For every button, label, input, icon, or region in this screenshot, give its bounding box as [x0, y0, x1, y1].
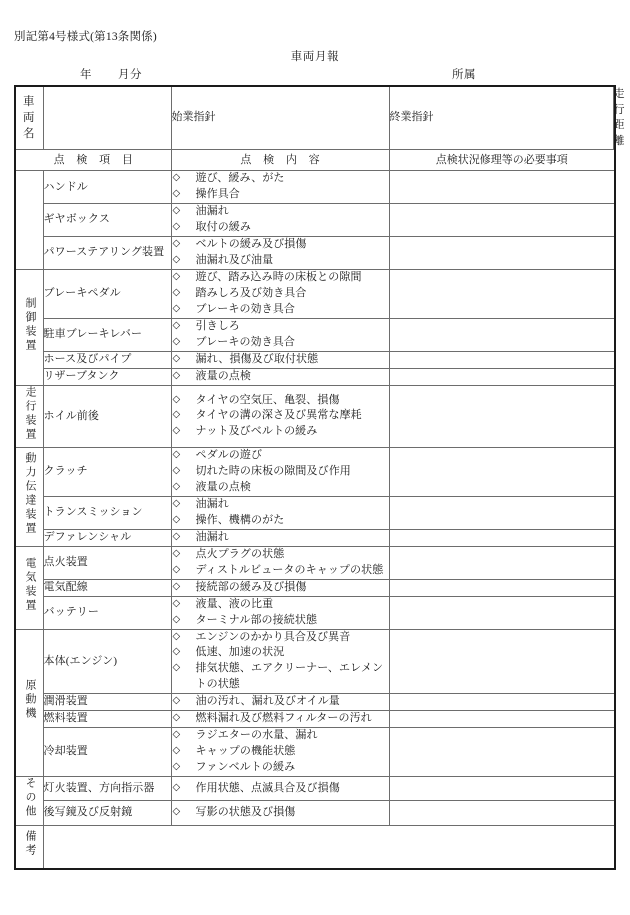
category-cell-3 — [15, 448, 43, 547]
inspection-item-name: デファレンシャル — [43, 529, 171, 546]
inspection-table-body — [15, 86, 625, 869]
check-item[interactable]: ◇ 油漏れ — [172, 498, 229, 511]
category-cell-6 — [15, 776, 43, 825]
inspection-table — [14, 85, 625, 870]
column-header-content: 点 検 内 容 — [171, 150, 389, 171]
diamond-checkbox-icon[interactable]: ◇ — [172, 254, 181, 266]
notes-input-cell[interactable] — [389, 728, 615, 777]
table-row — [15, 579, 615, 596]
inspection-item-name: ホース及びパイプ — [43, 351, 171, 368]
remarks-input[interactable] — [43, 825, 615, 869]
inspection-item-name: 潤滑装置 — [43, 694, 171, 711]
table-row — [15, 497, 615, 530]
diamond-checkbox-icon[interactable]: ◇ — [172, 188, 181, 200]
table-row — [15, 448, 615, 497]
inspection-content-cell — [171, 318, 389, 351]
column-header-notes: 点検状況修理等の必要事項 — [389, 150, 615, 171]
notes-input-cell[interactable] — [389, 368, 615, 385]
diamond-checkbox-icon[interactable]: ◇ — [172, 712, 181, 724]
inspection-content-cell — [171, 270, 389, 319]
notes-input-cell[interactable] — [389, 579, 615, 596]
inspection-content-cell — [171, 801, 389, 825]
check-item[interactable]: ◇ 液量の点検 — [172, 369, 251, 382]
check-item[interactable]: ◇ 遊び、緩み、がた — [172, 172, 285, 185]
check-item[interactable]: ◇ ペダルの遊び — [172, 449, 263, 462]
diamond-checkbox-icon[interactable]: ◇ — [172, 205, 181, 217]
table-row — [15, 204, 615, 237]
diamond-checkbox-icon[interactable]: ◇ — [172, 745, 181, 757]
diamond-checkbox-icon[interactable]: ◇ — [172, 352, 181, 364]
check-item[interactable]: ◇ 液量、液の比重 — [172, 597, 274, 610]
diamond-checkbox-icon[interactable]: ◇ — [172, 597, 181, 609]
table-row — [15, 629, 615, 694]
inspection-item-name: トランスミッション — [43, 497, 171, 530]
vehicle-name-input[interactable] — [43, 86, 171, 150]
diamond-checkbox-icon[interactable]: ◇ — [172, 729, 181, 741]
check-item[interactable]: ◇ 点火プラグの状態 — [172, 547, 285, 560]
inspection-content-cell — [171, 579, 389, 596]
notes-input-cell[interactable] — [389, 171, 615, 204]
check-item[interactable]: ◇ ブレーキの効き具合 — [172, 302, 295, 315]
diamond-checkbox-icon[interactable]: ◇ — [172, 393, 181, 405]
diamond-checkbox-icon[interactable]: ◇ — [172, 271, 181, 283]
table-row — [15, 801, 615, 825]
inspection-item-name: 駐車ブレーキレバー — [43, 318, 171, 351]
diamond-checkbox-icon[interactable]: ◇ — [172, 425, 181, 437]
diamond-checkbox-icon[interactable]: ◇ — [172, 613, 181, 625]
inspection-table-wrapper — [14, 85, 625, 870]
category-cell-4 — [15, 546, 43, 629]
inspection-content-cell — [171, 171, 389, 204]
inspection-item-name: 燃料装置 — [43, 711, 171, 728]
inspection-item-name: バッテリー — [43, 596, 171, 629]
notes-input-cell[interactable] — [389, 546, 615, 579]
inspection-content-cell — [171, 368, 389, 385]
notes-input-cell[interactable] — [389, 318, 615, 351]
remarks-row — [15, 825, 615, 869]
check-item[interactable]: ◇ ディストルビュータのキャップの状態 — [172, 563, 384, 576]
table-row — [15, 694, 615, 711]
table-row — [15, 546, 615, 579]
check-item[interactable]: ◇ 写影の状態及び損傷 — [172, 805, 296, 818]
notes-input-cell[interactable] — [389, 801, 615, 825]
diamond-checkbox-icon[interactable]: ◇ — [172, 630, 181, 642]
page-title: 車両月報 — [290, 51, 340, 63]
category-label: 制御装置 — [24, 296, 37, 353]
notes-input-cell[interactable] — [389, 694, 615, 711]
diamond-checkbox-icon[interactable]: ◇ — [172, 547, 181, 559]
notes-input-cell[interactable] — [389, 351, 615, 368]
check-item[interactable]: ◇ エンジンのかかり具合及び異音 — [172, 630, 351, 643]
check-item[interactable]: ◇ 接続部の緩み及び損傷 — [172, 580, 307, 593]
diamond-checkbox-icon[interactable]: ◇ — [172, 513, 181, 525]
notes-input-cell[interactable] — [389, 237, 615, 270]
check-item[interactable]: ◇ 切れた時の床板の隙間及び作用 — [172, 465, 351, 478]
inspection-content-cell — [171, 385, 389, 448]
inspection-content-cell — [171, 776, 389, 800]
check-item[interactable]: ◇ 操作、機構のがた — [172, 513, 285, 526]
diamond-checkbox-icon[interactable]: ◇ — [172, 563, 181, 575]
affiliation-label: 所属 — [452, 69, 476, 81]
category-cell-0 — [15, 171, 43, 270]
inspection-content-cell — [171, 728, 389, 777]
table-row — [15, 368, 615, 385]
inspection-item-name: 冷却装置 — [43, 728, 171, 777]
diamond-checkbox-icon[interactable]: ◇ — [172, 319, 181, 331]
inspection-item-name: 本体(エンジン) — [43, 629, 171, 694]
diamond-checkbox-icon[interactable]: ◇ — [172, 498, 181, 510]
check-item[interactable]: ◇ 油漏れ及び油量 — [172, 254, 274, 267]
check-item[interactable]: ◇ 液量の点検 — [172, 481, 251, 494]
inspection-content-cell — [171, 497, 389, 530]
check-item[interactable]: ◇ 引きしろ — [172, 319, 240, 332]
inspection-content-cell — [171, 596, 389, 629]
form-code-label: 別記第4号様式(第13条関係) — [14, 31, 157, 43]
table-row — [15, 711, 615, 728]
check-item[interactable]: ◇ ファンベルトの緩み — [172, 761, 296, 774]
inspection-item-name: ブレーキペダル — [43, 270, 171, 319]
distance-cell[interactable]: 走行距離 — [613, 86, 615, 150]
table-row — [15, 596, 615, 629]
column-header-row — [15, 150, 615, 171]
inspection-content-cell — [171, 529, 389, 546]
notes-input-cell[interactable] — [389, 529, 615, 546]
check-item[interactable]: ◇ 燃料漏れ及び燃料フィルターの汚れ — [172, 712, 372, 725]
notes-input-cell[interactable] — [389, 596, 615, 629]
check-item[interactable]: ◇ 遊び、踏み込み時の床板との隙間 — [172, 271, 362, 284]
notes-input-cell[interactable] — [389, 776, 615, 800]
table-row — [15, 728, 615, 777]
diamond-checkbox-icon[interactable]: ◇ — [172, 646, 181, 658]
notes-input-cell[interactable] — [389, 204, 615, 237]
notes-input-cell[interactable] — [389, 270, 615, 319]
period-label — [80, 66, 142, 82]
inspection-item-name: クラッチ — [43, 448, 171, 497]
vehicle-name-label-cell — [15, 86, 43, 150]
check-item[interactable]: ◇ ブレーキの効き具合 — [172, 335, 295, 348]
check-item[interactable]: ◇ 低速、加速の状況 — [172, 646, 285, 659]
diamond-checkbox-icon[interactable]: ◇ — [172, 287, 181, 298]
inspection-content-cell — [171, 351, 389, 368]
notes-input-cell[interactable] — [389, 497, 615, 530]
table-row — [15, 776, 615, 800]
check-item[interactable]: ◇ ラジエターの水量、漏れ — [172, 729, 318, 742]
table-row — [15, 529, 615, 546]
remarks-label: 備考 — [24, 829, 37, 858]
check-item[interactable]: ◇ 踏みしろ及び効き具合 — [172, 287, 307, 299]
check-item[interactable]: ◇ 油の汚れ、漏れ及びオイル量 — [172, 695, 340, 708]
table-row — [15, 237, 615, 270]
inspection-content-cell — [171, 694, 389, 711]
check-item[interactable]: ◇ 油漏れ — [172, 205, 229, 218]
diamond-checkbox-icon[interactable]: ◇ — [172, 662, 181, 674]
table-row — [15, 385, 615, 448]
inspection-content-cell — [171, 237, 389, 270]
diamond-checkbox-icon[interactable]: ◇ — [172, 781, 181, 793]
vehicle-info-row — [15, 86, 615, 150]
inspection-item-name: ホイル前後 — [43, 385, 171, 448]
category-label: その他 — [24, 776, 37, 819]
diamond-checkbox-icon[interactable]: ◇ — [172, 449, 181, 461]
inspection-item-name: パワーステアリング装置 — [43, 237, 171, 270]
inspection-item-name: ハンドル — [43, 171, 171, 204]
check-item[interactable]: ◇ 排気状態、エアクリーナー、エレメントの状態 — [172, 662, 384, 691]
diamond-checkbox-icon[interactable]: ◇ — [172, 335, 181, 347]
inspection-item-name: 点火装置 — [43, 546, 171, 579]
period-month-label: 月分 — [118, 69, 142, 81]
notes-input-cell[interactable] — [389, 711, 615, 728]
table-row — [15, 270, 615, 319]
table-row — [15, 318, 615, 351]
check-item[interactable]: ◇ タイヤの溝の深さ及び異常な摩耗 — [172, 409, 362, 422]
inspection-content-cell — [171, 204, 389, 237]
inspection-item-name: 後写鏡及び反射鏡 — [43, 801, 171, 825]
vehicle-name-label: 車 両 名 — [23, 95, 35, 141]
category-cell-1 — [15, 270, 43, 386]
notes-input-cell[interactable] — [389, 385, 615, 448]
column-header-item: 点 検 項 目 — [15, 150, 171, 171]
diamond-checkbox-icon[interactable]: ◇ — [172, 302, 181, 314]
check-item[interactable]: ◇ 操作具合 — [172, 188, 240, 201]
category-label: 動力伝達装置 — [24, 452, 37, 537]
category-label: 原動機 — [24, 678, 37, 721]
inspection-content-cell — [171, 629, 389, 694]
diamond-checkbox-icon[interactable]: ◇ — [172, 172, 181, 184]
diamond-checkbox-icon[interactable]: ◇ — [172, 409, 181, 421]
inspection-content-cell — [171, 711, 389, 728]
inspection-item-name: 電気配線 — [43, 579, 171, 596]
diamond-checkbox-icon[interactable]: ◇ — [172, 221, 181, 233]
check-item[interactable]: ◇ タイヤの空気圧、亀裂、損傷 — [172, 393, 340, 406]
check-item[interactable]: ◇ 取付の緩み — [172, 221, 251, 234]
notes-input-cell[interactable] — [389, 629, 615, 694]
diamond-checkbox-icon[interactable]: ◇ — [172, 238, 181, 250]
check-item[interactable]: ◇ 作用状態、点滅具合及び損傷 — [172, 781, 340, 794]
diamond-checkbox-icon[interactable]: ◇ — [172, 580, 181, 592]
diamond-checkbox-icon[interactable]: ◇ — [172, 481, 181, 493]
period-year-label: 年 — [80, 69, 92, 81]
check-item[interactable]: ◇ 油漏れ — [172, 530, 229, 543]
category-label: 電気装置 — [24, 556, 37, 613]
table-row — [15, 351, 615, 368]
inspection-item-name: 灯火装置、方向指示器 — [43, 776, 171, 800]
remarks-label-cell — [15, 825, 43, 869]
notes-input-cell[interactable] — [389, 448, 615, 497]
inspection-item-name: リザーブタンク — [43, 368, 171, 385]
inspection-content-cell — [171, 448, 389, 497]
diamond-checkbox-icon[interactable]: ◇ — [172, 369, 181, 381]
check-item[interactable]: ◇ ナット及びベルトの緩み — [172, 425, 318, 438]
check-item[interactable]: ◇ 漏れ、損傷及び取付状態 — [172, 352, 319, 365]
inspection-content-cell — [171, 546, 389, 579]
category-cell-2 — [15, 385, 43, 448]
category-cell-5 — [15, 629, 43, 776]
category-label: 走行装置 — [24, 385, 37, 442]
diamond-checkbox-icon[interactable]: ◇ — [172, 695, 181, 707]
table-row — [15, 171, 615, 204]
diamond-checkbox-icon[interactable]: ◇ — [172, 805, 181, 817]
end-meter-cell[interactable]: 終業指針 — [389, 86, 613, 150]
diamond-checkbox-icon[interactable]: ◇ — [172, 761, 181, 773]
diamond-checkbox-icon[interactable]: ◇ — [172, 530, 181, 542]
inspection-item-name: ギヤボックス — [43, 204, 171, 237]
diamond-checkbox-icon[interactable]: ◇ — [172, 465, 181, 477]
check-item[interactable]: ◇ ターミナル部の接続状態 — [172, 613, 318, 626]
start-meter-cell[interactable]: 始業指針 — [171, 86, 389, 150]
check-item[interactable]: ◇ ベルトの緩み及び損傷 — [172, 238, 307, 251]
check-item[interactable]: ◇ キャップの機能状態 — [172, 745, 296, 758]
